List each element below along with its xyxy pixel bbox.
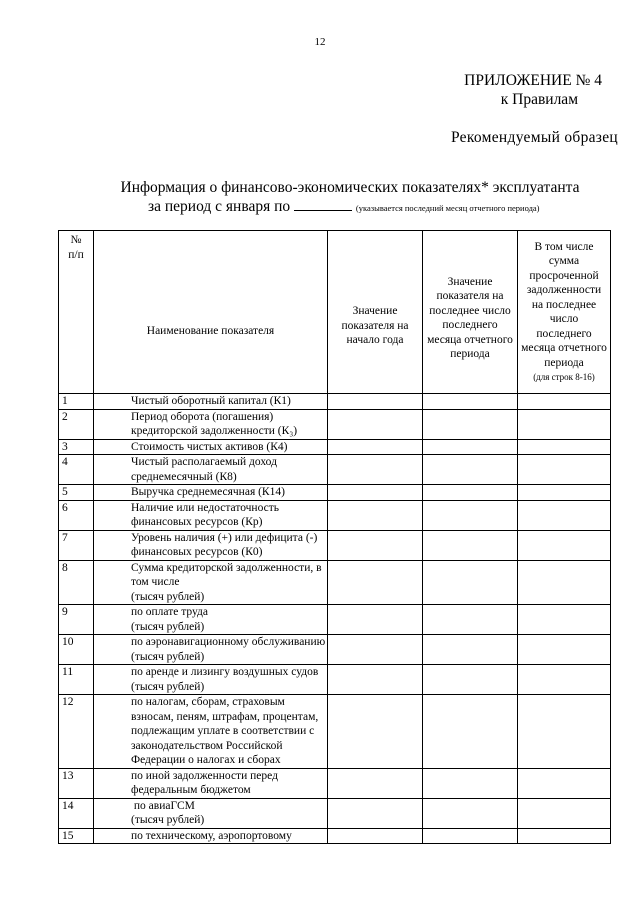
indicator-name	[94, 605, 328, 635]
form-period	[148, 198, 540, 216]
indicator-name-line: среднемесячный (К8)	[131, 470, 237, 483]
indicator-name-line: финансовых ресурсов (К0)	[131, 546, 263, 558]
table-row	[59, 695, 611, 769]
table-row	[59, 439, 611, 455]
value-last-cell[interactable]	[423, 560, 518, 605]
indicator-name	[94, 439, 328, 455]
appendix-subtitle: к Правилам	[500, 91, 578, 108]
indicator-name-line: взносам, пеням, штрафам, процентам,	[131, 710, 319, 723]
indicator-name	[94, 798, 328, 828]
header-overdue-text: В том числе сумма просроченной задолженности на последнее число последнего месяца отчетного периода	[521, 240, 607, 369]
table-row	[59, 560, 611, 605]
indicator-name-line: Сумма кредиторской задолженности, в	[131, 561, 322, 574]
value-overdue-cell[interactable]	[518, 560, 611, 605]
table-row	[59, 500, 611, 530]
header-num-line2: п/п	[68, 248, 84, 261]
indicator-name-line: (тысяч рублей)	[131, 650, 205, 663]
indicator-name-line: по авиаГСМ	[131, 799, 195, 812]
sample-label: Рекомендуемый образец	[450, 129, 618, 146]
row-number: 1	[59, 394, 94, 410]
indicator-name-line: подлежащим уплате в соответствии с	[131, 725, 315, 737]
value-last-cell[interactable]	[423, 485, 518, 501]
indicator-name	[94, 560, 328, 605]
indicators-table	[58, 230, 611, 844]
header-num-line1: №	[70, 234, 82, 246]
value-last-cell[interactable]	[423, 455, 518, 485]
indicator-name-line: том числе	[131, 576, 180, 588]
indicator-name-line: Выручка среднемесячная (К14)	[131, 486, 285, 498]
indicator-name	[94, 500, 328, 530]
row-number: 12	[59, 695, 94, 769]
indicator-name-line: кредиторской задолженности (К₃)	[131, 425, 298, 437]
indicator-name	[94, 695, 328, 769]
indicator-name	[94, 828, 328, 844]
row-number: 6	[59, 500, 94, 530]
row-number: 15	[59, 828, 94, 844]
row-number: 7	[59, 530, 94, 560]
row-number: 9	[59, 605, 94, 635]
row-number: 14	[59, 798, 94, 828]
indicator-name-line: по аренде и лизингу воздушных судов	[131, 666, 319, 678]
value-last-cell[interactable]	[423, 394, 518, 410]
table-header-row	[59, 231, 611, 394]
table-row	[59, 635, 611, 665]
value-last-cell[interactable]	[423, 500, 518, 530]
indicator-name	[94, 455, 328, 485]
value-start-cell[interactable]	[328, 530, 423, 560]
table-row	[59, 485, 611, 501]
indicator-name-line: по налогам, сборам, страховым	[131, 696, 285, 708]
form-title: Информация о финансово-экономических показателях* эксплуатанта	[120, 179, 580, 196]
value-overdue-cell[interactable]	[518, 665, 611, 695]
indicator-name	[94, 409, 328, 439]
value-overdue-cell[interactable]	[518, 605, 611, 635]
value-start-cell[interactable]	[328, 485, 423, 501]
header-last-value: Значение показателя на последнее число последнего месяца отчетного периода	[423, 231, 518, 394]
indicator-name	[94, 768, 328, 798]
value-start-cell[interactable]	[328, 409, 423, 439]
row-number: 10	[59, 635, 94, 665]
value-overdue-cell[interactable]	[518, 828, 611, 844]
value-overdue-cell[interactable]	[518, 394, 611, 410]
value-last-cell[interactable]	[423, 605, 518, 635]
value-last-cell[interactable]	[423, 665, 518, 695]
value-start-cell[interactable]	[328, 695, 423, 769]
value-overdue-cell[interactable]	[518, 695, 611, 769]
value-last-cell[interactable]	[423, 409, 518, 439]
indicator-name-line: по оплате труда	[131, 606, 208, 618]
value-overdue-cell[interactable]	[518, 455, 611, 485]
indicator-name	[94, 665, 328, 695]
table-row	[59, 665, 611, 695]
value-last-cell[interactable]	[423, 439, 518, 455]
appendix-title: ПРИЛОЖЕНИЕ № 4	[464, 72, 602, 89]
indicator-name	[94, 485, 328, 501]
indicator-name	[94, 635, 328, 665]
row-number: 3	[59, 439, 94, 455]
indicator-name-line: Чистый оборотный капитал (К1)	[131, 395, 291, 407]
indicator-name	[94, 530, 328, 560]
value-start-cell[interactable]	[328, 768, 423, 798]
row-number: 13	[59, 768, 94, 798]
indicator-name-line: Федерации о налогах и сборах	[131, 754, 281, 766]
indicator-name-line: по иной задолженности перед	[131, 769, 278, 782]
value-overdue-cell[interactable]	[518, 439, 611, 455]
value-overdue-cell[interactable]	[518, 409, 611, 439]
header-overdue	[518, 231, 611, 394]
value-overdue-cell[interactable]	[518, 485, 611, 501]
row-number: 2	[59, 409, 94, 439]
indicator-name-line: Уровень наличия (+) или дефицита (-)	[131, 531, 318, 544]
value-start-cell[interactable]	[328, 455, 423, 485]
value-overdue-cell[interactable]	[518, 768, 611, 798]
value-last-cell[interactable]	[423, 828, 518, 844]
value-start-cell[interactable]	[328, 394, 423, 410]
indicator-name-line: финансовых ресурсов (Кр)	[131, 516, 263, 528]
value-start-cell[interactable]	[328, 798, 423, 828]
indicator-name-line: (тысяч рублей)	[131, 680, 205, 693]
table-row	[59, 798, 611, 828]
period-note: (указывается последний месяц отчетного периода)	[355, 203, 540, 213]
table-row	[59, 530, 611, 560]
header-overdue-note: (для строк 8-16)	[533, 372, 595, 382]
header-name: Наименование показателя	[94, 231, 328, 394]
value-overdue-cell[interactable]	[518, 500, 611, 530]
row-number: 11	[59, 665, 94, 695]
value-overdue-cell[interactable]	[518, 635, 611, 665]
indicator-name-line: (тысяч рублей)	[131, 814, 205, 826]
indicator-name-line: по аэронавигационному обслуживанию	[131, 636, 326, 648]
value-last-cell[interactable]	[423, 635, 518, 665]
indicator-name-line: (тысяч рублей)	[131, 620, 205, 633]
value-start-cell[interactable]	[328, 500, 423, 530]
indicator-name-line: Стоимость чистых активов (К4)	[131, 440, 288, 453]
table-row	[59, 828, 611, 844]
value-last-cell[interactable]	[423, 798, 518, 828]
indicator-name	[94, 394, 328, 410]
table-row	[59, 455, 611, 485]
table-row	[59, 768, 611, 798]
header-num	[59, 231, 94, 394]
indicator-name-line: Период оборота (погашения)	[131, 410, 274, 423]
period-prefix: за период с января по	[148, 198, 291, 215]
value-start-cell[interactable]	[328, 828, 423, 844]
value-last-cell[interactable]	[423, 695, 518, 769]
value-start-cell[interactable]	[328, 665, 423, 695]
indicator-name-line: Чистый располагаемый доход	[131, 456, 277, 468]
value-start-cell[interactable]	[328, 560, 423, 605]
indicator-name-line: федеральным бюджетом	[131, 784, 251, 796]
value-start-cell[interactable]	[328, 635, 423, 665]
header-start-value: Значение показателя на начало года	[328, 231, 423, 394]
value-start-cell[interactable]	[328, 439, 423, 455]
period-blank	[294, 198, 352, 211]
value-overdue-cell[interactable]	[518, 798, 611, 828]
indicator-name-line: законодательством Российской	[131, 739, 283, 752]
table-row	[59, 394, 611, 410]
table-row	[59, 605, 611, 635]
row-number: 8	[59, 560, 94, 605]
page-number: 12	[314, 36, 326, 48]
row-number: 5	[59, 485, 94, 501]
value-overdue-cell[interactable]	[518, 530, 611, 560]
indicator-name-line: (тысяч рублей)	[131, 590, 205, 603]
table-row	[59, 409, 611, 439]
value-start-cell[interactable]	[328, 605, 423, 635]
value-last-cell[interactable]	[423, 530, 518, 560]
value-last-cell[interactable]	[423, 768, 518, 798]
row-number: 4	[59, 455, 94, 485]
indicator-name-line: Наличие или недостаточность	[131, 501, 279, 514]
indicator-name-line: по техническому, аэропортовому	[131, 829, 292, 842]
